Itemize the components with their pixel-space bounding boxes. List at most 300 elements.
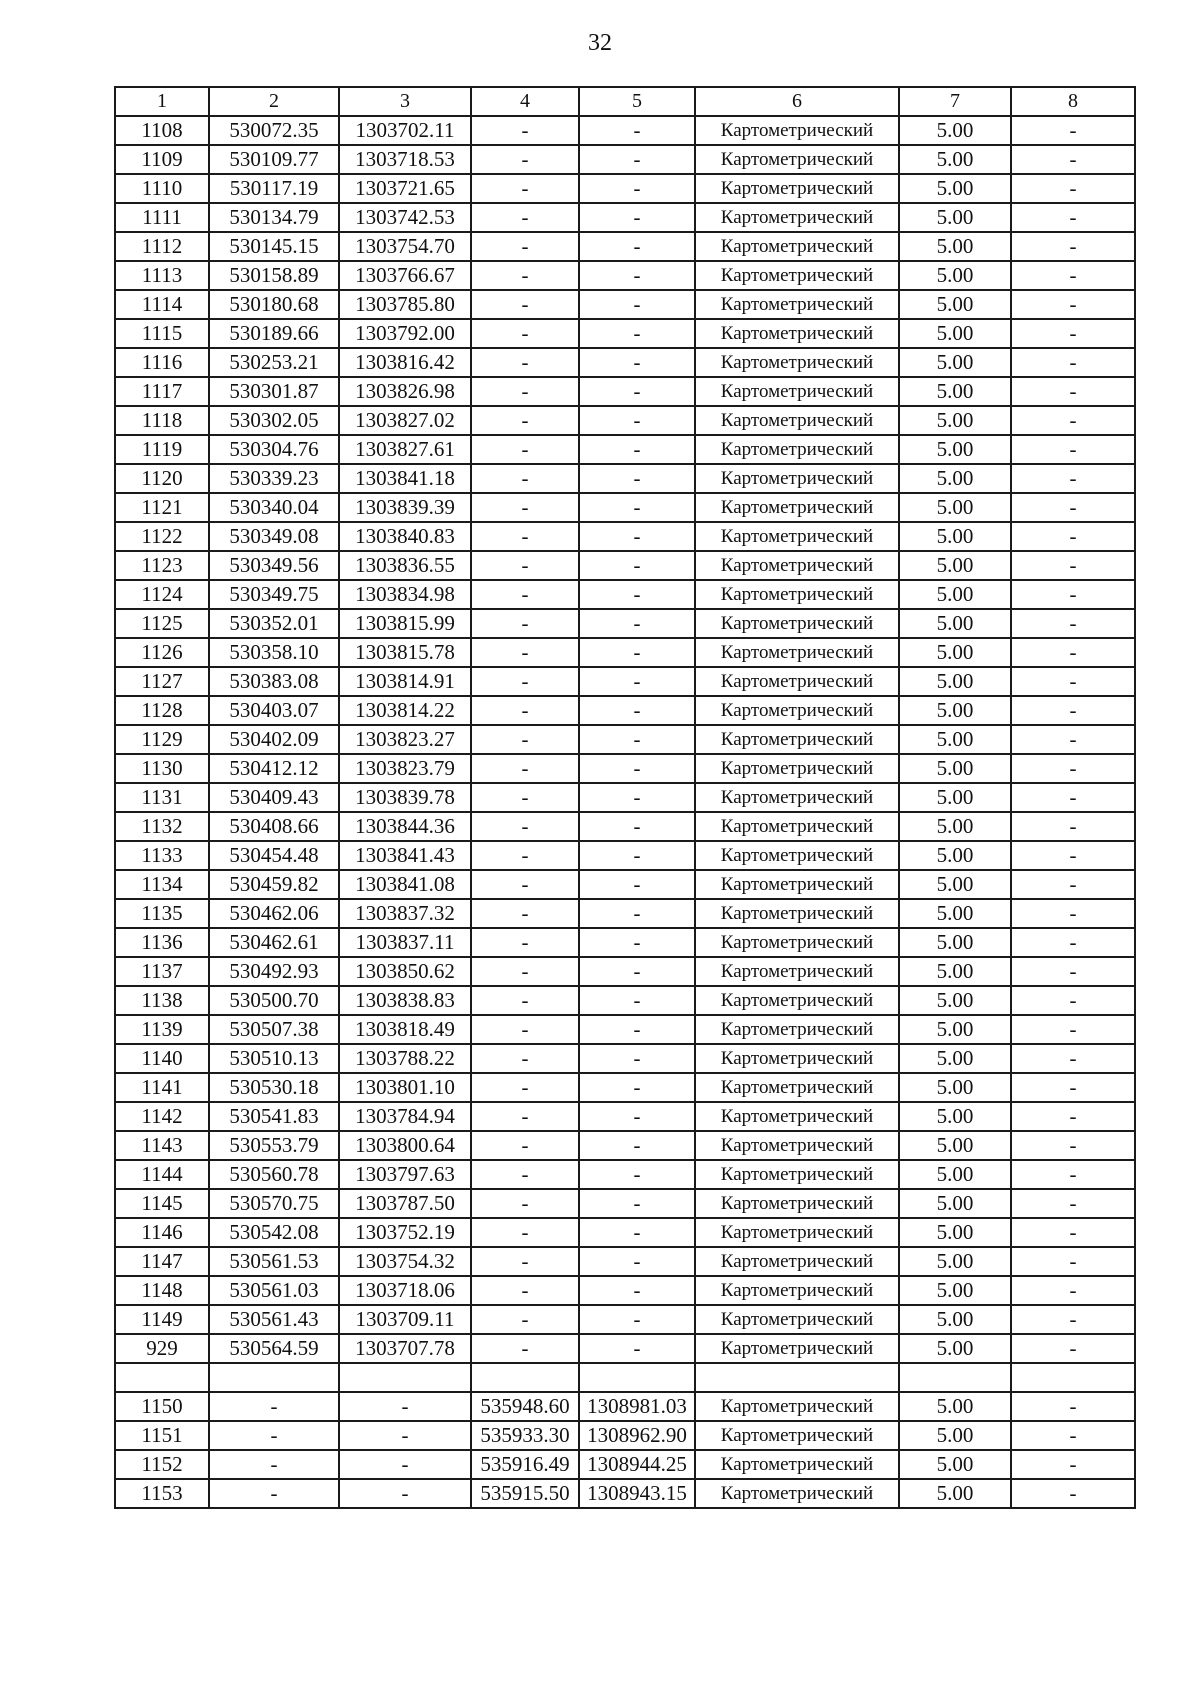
description-cell: - [1011, 580, 1135, 609]
y-new-coordinate-cell: - [579, 522, 695, 551]
table-row [115, 1102, 1135, 1131]
y-coordinate-cell: 1303839.39 [339, 493, 471, 522]
x-coordinate-cell: 530349.56 [209, 551, 339, 580]
y-new-coordinate-cell: - [579, 435, 695, 464]
method-cell: Картометрический [695, 203, 899, 232]
method-cell: Картометрический [695, 261, 899, 290]
y-new-coordinate-cell: - [579, 1131, 695, 1160]
point-number-cell: 1110 [115, 174, 209, 203]
accuracy-cell [899, 1363, 1011, 1392]
y-new-coordinate-cell: - [579, 464, 695, 493]
column-header-5: 5 [579, 87, 695, 116]
description-cell: - [1011, 812, 1135, 841]
description-cell: - [1011, 406, 1135, 435]
x-new-coordinate-cell: - [471, 841, 579, 870]
accuracy-cell: 5.00 [899, 1276, 1011, 1305]
accuracy-cell: 5.00 [899, 1102, 1011, 1131]
x-coordinate-cell: 530145.15 [209, 232, 339, 261]
point-number-cell: 1149 [115, 1305, 209, 1334]
accuracy-cell: 5.00 [899, 1015, 1011, 1044]
description-cell: - [1011, 348, 1135, 377]
x-new-coordinate-cell: - [471, 1334, 579, 1363]
accuracy-cell: 5.00 [899, 1334, 1011, 1363]
y-coordinate-cell: 1303823.79 [339, 754, 471, 783]
method-cell: Картометрический [695, 145, 899, 174]
description-cell: - [1011, 203, 1135, 232]
table-row [115, 1160, 1135, 1189]
accuracy-cell: 5.00 [899, 1305, 1011, 1334]
y-new-coordinate-cell: - [579, 638, 695, 667]
table-row [115, 1363, 1135, 1392]
x-coordinate-cell: 530383.08 [209, 667, 339, 696]
description-cell: - [1011, 1044, 1135, 1073]
description-cell: - [1011, 899, 1135, 928]
y-new-coordinate-cell: - [579, 348, 695, 377]
y-coordinate-cell [339, 1363, 471, 1392]
table-row [115, 754, 1135, 783]
point-number-cell: 1139 [115, 1015, 209, 1044]
x-coordinate-cell: 530561.53 [209, 1247, 339, 1276]
y-coordinate-cell: 1303721.65 [339, 174, 471, 203]
accuracy-cell: 5.00 [899, 1479, 1011, 1508]
x-new-coordinate-cell: - [471, 1102, 579, 1131]
description-cell: - [1011, 609, 1135, 638]
point-number-cell: 1147 [115, 1247, 209, 1276]
x-coordinate-cell: 530561.43 [209, 1305, 339, 1334]
accuracy-cell: 5.00 [899, 261, 1011, 290]
point-number-cell: 1140 [115, 1044, 209, 1073]
x-coordinate-cell: 530301.87 [209, 377, 339, 406]
y-coordinate-cell: 1303754.32 [339, 1247, 471, 1276]
y-coordinate-cell: 1303752.19 [339, 1218, 471, 1247]
accuracy-cell: 5.00 [899, 638, 1011, 667]
y-new-coordinate-cell: - [579, 957, 695, 986]
accuracy-cell: 5.00 [899, 1392, 1011, 1421]
y-new-coordinate-cell [579, 1363, 695, 1392]
accuracy-cell: 5.00 [899, 1247, 1011, 1276]
method-cell: Картометрический [695, 1247, 899, 1276]
y-coordinate-cell: 1303826.98 [339, 377, 471, 406]
y-new-coordinate-cell: - [579, 609, 695, 638]
method-cell: Картометрический [695, 1218, 899, 1247]
x-new-coordinate-cell: - [471, 725, 579, 754]
x-coordinate-cell: 530302.05 [209, 406, 339, 435]
table-row [115, 986, 1135, 1015]
table-row [115, 1479, 1135, 1508]
description-cell: - [1011, 783, 1135, 812]
description-cell: - [1011, 1276, 1135, 1305]
description-cell: - [1011, 1102, 1135, 1131]
point-number-cell: 1150 [115, 1392, 209, 1421]
point-number-cell: 1141 [115, 1073, 209, 1102]
x-coordinate-cell: 530349.08 [209, 522, 339, 551]
x-coordinate-cell: 530408.66 [209, 812, 339, 841]
accuracy-cell: 5.00 [899, 928, 1011, 957]
x-coordinate-cell: 530570.75 [209, 1189, 339, 1218]
x-new-coordinate-cell: - [471, 667, 579, 696]
method-cell: Картометрический [695, 116, 899, 145]
table-row [115, 783, 1135, 812]
x-coordinate-cell: 530117.19 [209, 174, 339, 203]
method-cell: Картометрический [695, 377, 899, 406]
table-row [115, 319, 1135, 348]
column-header-2: 2 [209, 87, 339, 116]
method-cell: Картометрический [695, 783, 899, 812]
method-cell: Картометрический [695, 1189, 899, 1218]
table-row [115, 522, 1135, 551]
accuracy-cell: 5.00 [899, 435, 1011, 464]
point-number-cell: 1116 [115, 348, 209, 377]
x-coordinate-cell: 530507.38 [209, 1015, 339, 1044]
method-cell: Картометрический [695, 1450, 899, 1479]
point-number-cell: 1127 [115, 667, 209, 696]
table-row [115, 435, 1135, 464]
x-coordinate-cell: 530339.23 [209, 464, 339, 493]
y-coordinate-cell: 1303816.42 [339, 348, 471, 377]
x-coordinate-cell: - [209, 1450, 339, 1479]
table-row [115, 957, 1135, 986]
point-number-cell: 1152 [115, 1450, 209, 1479]
description-cell: - [1011, 1450, 1135, 1479]
method-cell: Картометрический [695, 957, 899, 986]
y-new-coordinate-cell: - [579, 812, 695, 841]
table-row [115, 203, 1135, 232]
coordinates-table [114, 86, 1136, 1509]
accuracy-cell: 5.00 [899, 406, 1011, 435]
x-new-coordinate-cell: 535933.30 [471, 1421, 579, 1450]
point-number-cell: 1109 [115, 145, 209, 174]
method-cell: Картометрический [695, 464, 899, 493]
method-cell: Картометрический [695, 1334, 899, 1363]
point-number-cell: 1113 [115, 261, 209, 290]
point-number-cell: 1136 [115, 928, 209, 957]
y-coordinate-cell: 1303742.53 [339, 203, 471, 232]
point-number-cell: 1148 [115, 1276, 209, 1305]
table-row [115, 638, 1135, 667]
description-cell: - [1011, 754, 1135, 783]
point-number-cell: 1121 [115, 493, 209, 522]
x-coordinate-cell: 530412.12 [209, 754, 339, 783]
x-coordinate-cell: 530462.61 [209, 928, 339, 957]
method-cell: Картометрический [695, 638, 899, 667]
table-row [115, 174, 1135, 203]
x-coordinate-cell [209, 1363, 339, 1392]
y-coordinate-cell: 1303702.11 [339, 116, 471, 145]
point-number-cell: 1131 [115, 783, 209, 812]
table-row [115, 1305, 1135, 1334]
y-coordinate-cell: 1303800.64 [339, 1131, 471, 1160]
y-new-coordinate-cell: - [579, 406, 695, 435]
description-cell: - [1011, 261, 1135, 290]
table-row [115, 406, 1135, 435]
table-row [115, 1392, 1135, 1421]
point-number-cell: 1123 [115, 551, 209, 580]
y-coordinate-cell: 1303837.32 [339, 899, 471, 928]
page-number: 32 [588, 30, 612, 56]
method-cell: Картометрический [695, 1015, 899, 1044]
method-cell: Картометрический [695, 1392, 899, 1421]
table-row [115, 348, 1135, 377]
description-cell: - [1011, 957, 1135, 986]
description-cell: - [1011, 696, 1135, 725]
y-new-coordinate-cell: - [579, 1015, 695, 1044]
x-coordinate-cell: 530541.83 [209, 1102, 339, 1131]
description-cell: - [1011, 377, 1135, 406]
description-cell: - [1011, 928, 1135, 957]
y-coordinate-cell: 1303827.61 [339, 435, 471, 464]
table-row [115, 232, 1135, 261]
y-new-coordinate-cell: - [579, 1305, 695, 1334]
y-coordinate-cell: - [339, 1392, 471, 1421]
y-new-coordinate-cell: - [579, 580, 695, 609]
method-cell: Картометрический [695, 1102, 899, 1131]
y-coordinate-cell: 1303818.49 [339, 1015, 471, 1044]
y-new-coordinate-cell: - [579, 174, 695, 203]
x-new-coordinate-cell: - [471, 261, 579, 290]
table-row [115, 1334, 1135, 1363]
x-new-coordinate-cell: - [471, 899, 579, 928]
accuracy-cell: 5.00 [899, 145, 1011, 174]
y-coordinate-cell: 1303815.99 [339, 609, 471, 638]
x-new-coordinate-cell: - [471, 145, 579, 174]
x-new-coordinate-cell: - [471, 1044, 579, 1073]
y-coordinate-cell: - [339, 1479, 471, 1508]
accuracy-cell: 5.00 [899, 1421, 1011, 1450]
x-new-coordinate-cell: - [471, 1015, 579, 1044]
y-new-coordinate-cell: - [579, 116, 695, 145]
table-row [115, 261, 1135, 290]
y-new-coordinate-cell: - [579, 696, 695, 725]
method-cell: Картометрический [695, 1160, 899, 1189]
point-number-cell: 1138 [115, 986, 209, 1015]
x-new-coordinate-cell: - [471, 290, 579, 319]
point-number-cell: 1133 [115, 841, 209, 870]
point-number-cell: 1117 [115, 377, 209, 406]
description-cell: - [1011, 319, 1135, 348]
point-number-cell: 1122 [115, 522, 209, 551]
method-cell: Картометрический [695, 174, 899, 203]
y-coordinate-cell: - [339, 1450, 471, 1479]
description-cell: - [1011, 1131, 1135, 1160]
accuracy-cell: 5.00 [899, 783, 1011, 812]
x-coordinate-cell: - [209, 1392, 339, 1421]
y-coordinate-cell: 1303792.00 [339, 319, 471, 348]
y-coordinate-cell: 1303844.36 [339, 812, 471, 841]
x-coordinate-cell: 530530.18 [209, 1073, 339, 1102]
description-cell: - [1011, 551, 1135, 580]
x-new-coordinate-cell: - [471, 551, 579, 580]
method-cell: Картометрический [695, 841, 899, 870]
x-coordinate-cell: 530072.35 [209, 116, 339, 145]
y-coordinate-cell: 1303840.83 [339, 522, 471, 551]
x-coordinate-cell: 530500.70 [209, 986, 339, 1015]
x-new-coordinate-cell: - [471, 435, 579, 464]
x-coordinate-cell: 530109.77 [209, 145, 339, 174]
y-new-coordinate-cell: - [579, 1276, 695, 1305]
accuracy-cell: 5.00 [899, 1073, 1011, 1102]
point-number-cell: 1125 [115, 609, 209, 638]
method-cell: Картометрический [695, 551, 899, 580]
table-row [115, 841, 1135, 870]
method-cell: Картометрический [695, 1479, 899, 1508]
x-coordinate-cell: 530454.48 [209, 841, 339, 870]
table-row [115, 290, 1135, 319]
y-coordinate-cell: 1303834.98 [339, 580, 471, 609]
table-body [115, 116, 1135, 1508]
point-number-cell: 1128 [115, 696, 209, 725]
point-number-cell: 1153 [115, 1479, 209, 1508]
y-new-coordinate-cell: - [579, 1247, 695, 1276]
accuracy-cell: 5.00 [899, 812, 1011, 841]
point-number-cell [115, 1363, 209, 1392]
x-new-coordinate-cell: - [471, 348, 579, 377]
point-number-cell: 1137 [115, 957, 209, 986]
x-coordinate-cell: 530180.68 [209, 290, 339, 319]
y-new-coordinate-cell: - [579, 870, 695, 899]
accuracy-cell: 5.00 [899, 464, 1011, 493]
description-cell: - [1011, 1392, 1135, 1421]
point-number-cell: 1146 [115, 1218, 209, 1247]
point-number-cell: 929 [115, 1334, 209, 1363]
point-number-cell: 1144 [115, 1160, 209, 1189]
x-new-coordinate-cell: - [471, 696, 579, 725]
description-cell: - [1011, 464, 1135, 493]
y-coordinate-cell: 1303841.43 [339, 841, 471, 870]
accuracy-cell: 5.00 [899, 493, 1011, 522]
table-row [115, 1015, 1135, 1044]
point-number-cell: 1119 [115, 435, 209, 464]
description-cell: - [1011, 1218, 1135, 1247]
x-coordinate-cell: 530564.59 [209, 1334, 339, 1363]
x-new-coordinate-cell: - [471, 116, 579, 145]
y-new-coordinate-cell: - [579, 1160, 695, 1189]
y-coordinate-cell: 1303785.80 [339, 290, 471, 319]
table-row [115, 464, 1135, 493]
x-new-coordinate-cell: 535915.50 [471, 1479, 579, 1508]
table-row [115, 1450, 1135, 1479]
x-new-coordinate-cell: - [471, 1218, 579, 1247]
x-coordinate-cell: 530349.75 [209, 580, 339, 609]
x-new-coordinate-cell: 535916.49 [471, 1450, 579, 1479]
accuracy-cell: 5.00 [899, 1450, 1011, 1479]
x-new-coordinate-cell: - [471, 609, 579, 638]
y-new-coordinate-cell: - [579, 754, 695, 783]
description-cell: - [1011, 145, 1135, 174]
x-new-coordinate-cell: - [471, 783, 579, 812]
description-cell: - [1011, 174, 1135, 203]
method-cell: Картометрический [695, 1073, 899, 1102]
description-cell: - [1011, 1160, 1135, 1189]
description-cell: - [1011, 870, 1135, 899]
table-row [115, 1276, 1135, 1305]
accuracy-cell: 5.00 [899, 754, 1011, 783]
x-new-coordinate-cell: - [471, 174, 579, 203]
y-new-coordinate-cell: - [579, 1102, 695, 1131]
y-new-coordinate-cell: - [579, 203, 695, 232]
method-cell: Картометрический [695, 696, 899, 725]
accuracy-cell: 5.00 [899, 522, 1011, 551]
x-new-coordinate-cell: - [471, 232, 579, 261]
y-coordinate-cell: 1303707.78 [339, 1334, 471, 1363]
y-coordinate-cell: 1303788.22 [339, 1044, 471, 1073]
description-cell: - [1011, 638, 1135, 667]
method-cell: Картометрический [695, 580, 899, 609]
y-coordinate-cell: 1303823.27 [339, 725, 471, 754]
accuracy-cell: 5.00 [899, 203, 1011, 232]
y-coordinate-cell: 1303801.10 [339, 1073, 471, 1102]
method-cell: Картометрический [695, 435, 899, 464]
y-new-coordinate-cell: 1308944.25 [579, 1450, 695, 1479]
table-row [115, 725, 1135, 754]
description-cell: - [1011, 986, 1135, 1015]
x-coordinate-cell: 530510.13 [209, 1044, 339, 1073]
y-coordinate-cell: 1303797.63 [339, 1160, 471, 1189]
table-row [115, 1044, 1135, 1073]
y-coordinate-cell: 1303814.22 [339, 696, 471, 725]
y-new-coordinate-cell: - [579, 290, 695, 319]
x-new-coordinate-cell [471, 1363, 579, 1392]
y-coordinate-cell: 1303836.55 [339, 551, 471, 580]
x-coordinate-cell: 530462.06 [209, 899, 339, 928]
y-new-coordinate-cell: - [579, 319, 695, 348]
point-number-cell: 1151 [115, 1421, 209, 1450]
point-number-cell: 1118 [115, 406, 209, 435]
x-new-coordinate-cell: - [471, 377, 579, 406]
table-row [115, 1218, 1135, 1247]
table-row [115, 812, 1135, 841]
x-coordinate-cell: 530340.04 [209, 493, 339, 522]
y-new-coordinate-cell: - [579, 783, 695, 812]
description-cell: - [1011, 232, 1135, 261]
accuracy-cell: 5.00 [899, 174, 1011, 203]
point-number-cell: 1111 [115, 203, 209, 232]
x-new-coordinate-cell: - [471, 319, 579, 348]
description-cell: - [1011, 1073, 1135, 1102]
y-new-coordinate-cell: 1308943.15 [579, 1479, 695, 1508]
y-coordinate-cell: 1303784.94 [339, 1102, 471, 1131]
x-new-coordinate-cell: - [471, 957, 579, 986]
accuracy-cell: 5.00 [899, 551, 1011, 580]
description-cell [1011, 1363, 1135, 1392]
column-header-8: 8 [1011, 87, 1135, 116]
table-row [115, 377, 1135, 406]
accuracy-cell: 5.00 [899, 725, 1011, 754]
accuracy-cell: 5.00 [899, 1218, 1011, 1247]
y-coordinate-cell: 1303827.02 [339, 406, 471, 435]
table-row [115, 870, 1135, 899]
y-coordinate-cell: 1303754.70 [339, 232, 471, 261]
y-coordinate-cell: 1303815.78 [339, 638, 471, 667]
y-new-coordinate-cell: 1308981.03 [579, 1392, 695, 1421]
y-coordinate-cell: 1303850.62 [339, 957, 471, 986]
accuracy-cell: 5.00 [899, 667, 1011, 696]
y-coordinate-cell: 1303839.78 [339, 783, 471, 812]
column-header-3: 3 [339, 87, 471, 116]
table-row [115, 580, 1135, 609]
x-new-coordinate-cell: - [471, 812, 579, 841]
y-coordinate-cell: 1303787.50 [339, 1189, 471, 1218]
table-row [115, 928, 1135, 957]
x-new-coordinate-cell: - [471, 638, 579, 667]
x-coordinate-cell: - [209, 1479, 339, 1508]
description-cell: - [1011, 116, 1135, 145]
x-new-coordinate-cell: - [471, 1276, 579, 1305]
y-new-coordinate-cell: - [579, 1073, 695, 1102]
x-new-coordinate-cell: - [471, 1305, 579, 1334]
description-cell: - [1011, 290, 1135, 319]
y-coordinate-cell: 1303841.08 [339, 870, 471, 899]
description-cell: - [1011, 1189, 1135, 1218]
